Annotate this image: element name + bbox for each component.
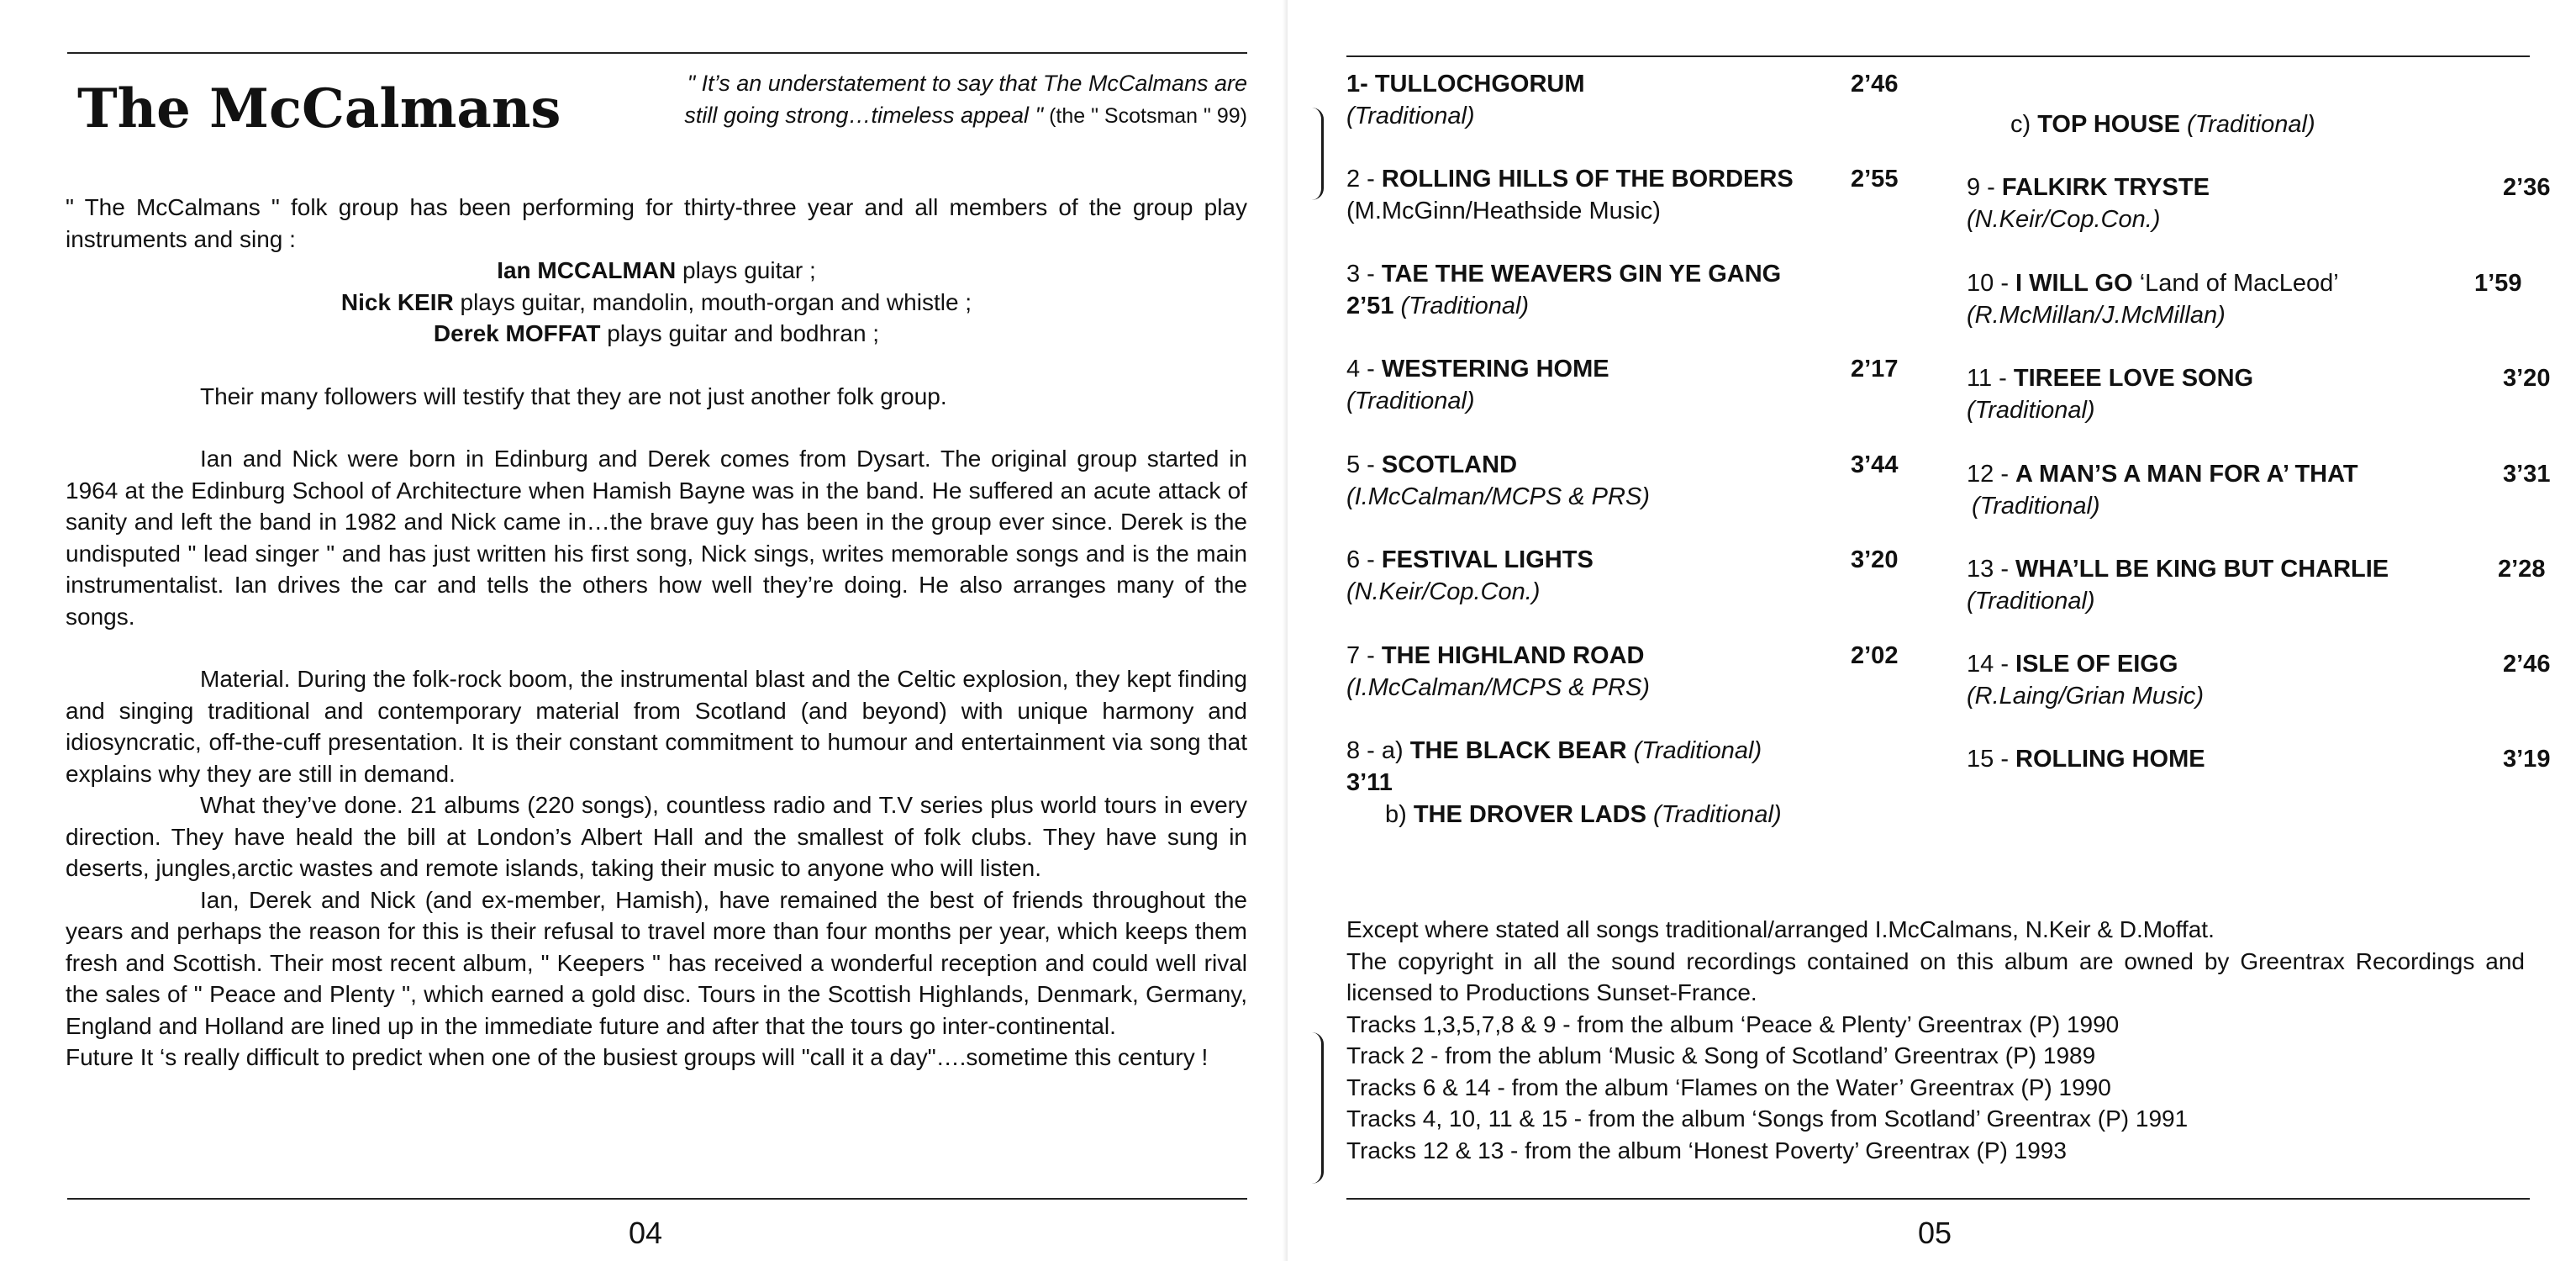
track-14: 14 - ISLE OF EIGG (R.Laing/Grian Music) 2’46 [1967,648,2555,712]
credits-source-line: Track 2 - from the ablum ‘Music & Song of Scotland’ Greentrax (P) 1989 [1346,1042,2096,1068]
track-10: 10 - I WILL GO ‘Land of MacLeod’ (R.McMillan/J.McMillan) 1’59 [1967,267,2555,331]
right-page [1288,0,2576,1261]
quote-line-2: still going strong…timeless appeal " (the " Scotsman " 99) [684,103,1247,128]
achievements-paragraph: What they’ve done. 21 albums (220 songs), countless radio and T.V series plus world tours in every direction. They have heald the bill at London’s Albert Hall and the smallest of folk clubs. They have sung in deserts, jungles,arctic wastes and remote islands, taking their music to anyone who will listen. [66,792,1247,881]
material-paragraph: Material. During the folk-rock boom, the instrumental blast and the Celtic explosion, they kept finding and singing traditional and contemporary material from Scotland (and beyond) with unique harmony and idiosyncratic, off-the-cuff presentation. It is their constant commitment to humour and entertainment via song that explains why they are still in demand. [66,666,1247,787]
track-15: 15 - ROLLING HOME 3’19 [1967,743,2555,775]
binding-clip-bottom [1303,1032,1324,1184]
band-title: The McCalmans [77,77,561,140]
track-12: 12 - A MAN’S A MAN FOR A’ THAT (Traditional) 3’31 [1967,458,2555,522]
binding-clip-top [1303,108,1324,200]
page-number-left: 04 [629,1216,663,1250]
followers-paragraph: Their many followers will testify that they are not just another folk group. [200,383,947,409]
credits-copyright: The copyright in all the sound recordings contained on this album are owned by Greentrax Recordings and licensed to Productions Sunset-France. [1346,947,2525,1005]
quote-line-1: " It’s an understatement to say that The McCalmans are [687,71,1247,96]
track-4: 4 - WESTERING HOME (Traditional) 2’17 [1346,353,1926,417]
track-8-duration: 3’11 [1346,769,1393,796]
bottom-rule-right [1346,1198,2530,1200]
intro-paragraph: " The McCalmans " folk group has been performing for thirty-three year and all members of the group play instruments and sing : [66,194,1247,252]
press-quote [622,67,1247,132]
top-rule-left [67,52,1247,54]
credits-note: Except where stated all songs traditional/arranged I.McCalmans, N.Keir & D.Moffat. [1346,916,2215,942]
credits-source-line: Tracks 6 & 14 - from the album ‘Flames on the Water’ Greentrax (P) 1990 [1346,1074,2111,1100]
track-13: 13 - WHA’LL BE KING BUT CHARLIE (Traditional) 2’28 [1967,553,2555,617]
page-number-right: 05 [1918,1216,1952,1250]
member-ian: Ian MCCALMAN plays guitar ; [497,257,816,283]
track-10-duration: 1’59 [2474,270,2522,297]
track-2-duration: 2’55 [1851,166,1899,193]
track-6: 6 - FESTIVAL LIGHTS (N.Keir/Cop.Con.) 3’20 [1346,544,1926,608]
credits-source-line: Tracks 4, 10, 11 & 15 - from the album ‘Songs from Scotland’ Greentrax (P) 1991 [1346,1105,2189,1132]
track-4-duration: 2’17 [1851,356,1899,383]
track-14-duration: 2’46 [2503,651,2551,678]
track-7-duration: 2’02 [1851,642,1899,669]
track-8c: c) TOP HOUSE (Traditional) [2010,111,2315,138]
track-8b: b) THE DROVER LADS (Traditional) [1385,801,1782,828]
quote-source: (the " Scotsman " 99) [1043,104,1247,128]
track-2: 2 - ROLLING HILLS OF THE BORDERS (M.McGinn/Heathside Music) 2’55 [1346,163,1926,227]
track-7: 7 - THE HIGHLAND ROAD (I.McCalman/MCPS & PRS) 2’02 [1346,640,1926,704]
member-nick: Nick KEIR plays guitar, mandolin, mouth-organ and whistle ; [340,288,972,315]
future-paragraph: Future It ‘s really difficult to predict when one of the busiest groups will "call it a day"….sometime this century ! [66,1044,1209,1070]
history-paragraph: Ian and Nick were born in Edinburg and Derek comes from Dysart. The original group started in 1964 at the Edinburg School of Architecture when Hamish Bayne was in the band. He suffered an acute attack of sanity and left the band in 1982 and Nick came in…the brave guy has been in the group ever since. Derek is the undisputed " lead singer " and has just written his first song, Nick sings, writes memorable songs and is the main instrumentalist. Ian drives the car and tells the others how well they’re doing. He also arranges many of the songs. [66,446,1247,630]
credits-source-line: Tracks 12 & 13 - from the album ‘Honest Poverty’ Greentrax (P) 1993 [1346,1137,2067,1163]
track-3-duration: 2’51 [1346,293,1394,319]
track-15-duration: 3’19 [2503,746,2551,773]
track-3: 3 - TAE THE WEAVERS GIN YE GANG 2’51 (Traditional) [1346,261,1782,319]
track-11-duration: 3’20 [2503,365,2551,392]
track-13-duration: 2’28 [2498,556,2546,583]
track-8: 8 - a) THE BLACK BEAR (Traditional) 3’11 b) THE DROVER LADS (Traditional) [1346,735,1926,831]
track-5: 5 - SCOTLAND (I.McCalman/MCPS & PRS) 3’44 [1346,449,1926,513]
top-rule-right [1346,55,2530,57]
track-5-duration: 3’44 [1851,451,1899,478]
track-9: 9 - FALKIRK TRYSTE (N.Keir/Cop.Con.) 2’36 [1967,171,2555,235]
track-6-duration: 3’20 [1851,546,1899,573]
track-11: 11 - TIREEE LOVE SONG (Traditional) 3’20 [1967,362,2555,426]
bottom-rule-left [67,1198,1247,1200]
track-12-duration: 3’31 [2503,461,2551,488]
friends-paragraph: Ian, Derek and Nick (and ex-member, Hamish), have remained the best of friends throughout the years and perhaps the reason for this is their refusal to travel more than four months per year, which keeps them fresh and Scottish. Their most recent album, " Keepers " has received a wonderful reception and could well rival the sales of " Peace and Plenty ", which earned a gold disc. Tours in the Scottish Highlands, Denmark, Germany, England and Holland are lined up in the immediate future and after that the tours go inter-continental. [66,886,1247,1039]
credits-source-line: Tracks 1,3,5,7,8 & 9 - from the album ‘Peace & Plenty’ Greentrax (P) 1990 [1346,1010,2120,1037]
credits [1346,914,2525,1166]
track-9-duration: 2’36 [2503,174,2551,201]
biography-text [66,192,1247,1074]
track-1: 1- TULLOCHGORUM (Traditional) 2’46 [1346,68,1926,132]
track-1-duration: 2’46 [1851,71,1899,98]
member-list [66,255,1247,350]
member-derek: Derek MOFFAT plays guitar and bodhran ; [433,320,880,346]
